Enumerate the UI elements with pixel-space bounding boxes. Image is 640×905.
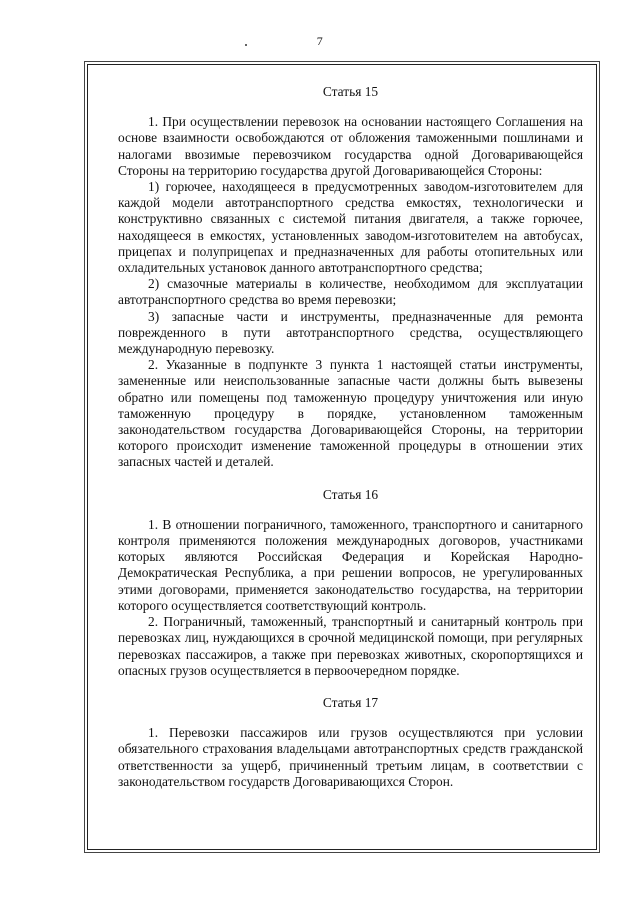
article-16-paragraph: 2. Пограничный, таможенный, транспортный и санитарный контроль при перевозках лиц, нуждающихся в срочной медицинской помощи, при регулярных перевозках пассажиров, а также при перевозках животных, скоропортящихся и опасных грузов осуществляется в первоочередном порядке.: [118, 614, 583, 678]
article-16-title: Статья 16: [322, 486, 379, 502]
article-15-paragraph: 1) горючее, находящееся в предусмотренных заводом-изготовителем для каждой модели автотранспортного средства емкостях, технологически и конструктивно связанных с системой питания двигателя, а также горючее, находящееся в емкостях, установленных заводом-изготовителем на автобусах, прицепах и полуприцепах и предназначенных для работы отопительных или охладительных установок данного автотранспортного средства;: [118, 179, 583, 276]
article-16-paragraph: 1. В отношении пограничного, таможенного, транспортного и санитарного контроля применяются положения международных договоров, участниками которых являются Российская Федерация и Корейская Народно-Демократическая Республика, а при решении вопросов, не урегулированных этими договорами, применяется законодательство государства, на территории которого осуществляется соответствующий контроль.: [118, 516, 583, 613]
document-content: [118, 84, 583, 790]
article-17-paragraph: 1. Перевозки пассажиров или грузов осуществляются при условии обязательного страхования владельцами автотранспортных средств гражданской ответственности за ущерб, причиненный третьим лицам, в соответствии с законодательством государств Договаривающихся Сторон.: [118, 725, 583, 789]
scan-speck: [245, 44, 247, 46]
article-15-paragraph: 2. Указанные в подпункте 3 пункта 1 настоящей статьи инструменты, замененные или неиспользованные запасные части должны быть вывезены обратно или помещены под таможенную процедуру уничтожения или иную таможенную процедуру в порядке, установленном таможенным законодательством государства Договаривающейся Стороны, на территории которого происходит изменение таможенной процедуры в отношении этих запасных частей и деталей.: [118, 357, 583, 470]
article-15-paragraph: 1. При осуществлении перевозок на основании настоящего Соглашения на основе взаимности освобождаются от обложения таможенными пошлинами и налогами ввозимые перевозчиком государства одной Договаривающейся Стороны на территорию государства другой Договаривающейся Стороны:: [118, 114, 583, 178]
article-15-paragraph: 2) смазочные материалы в количестве, необходимом для эксплуатации автотранспортного средства во время перевозки;: [118, 276, 583, 308]
article-17-title: Статья 17: [322, 694, 379, 710]
article-15-paragraph: 3) запасные части и инструменты, предназначенные для ремонта поврежденного в пути автотранспортного средства, осуществляющего международную перевозку.: [118, 308, 583, 357]
page-number: 7: [316, 34, 324, 48]
article-15-title: Статья 15: [322, 84, 379, 99]
